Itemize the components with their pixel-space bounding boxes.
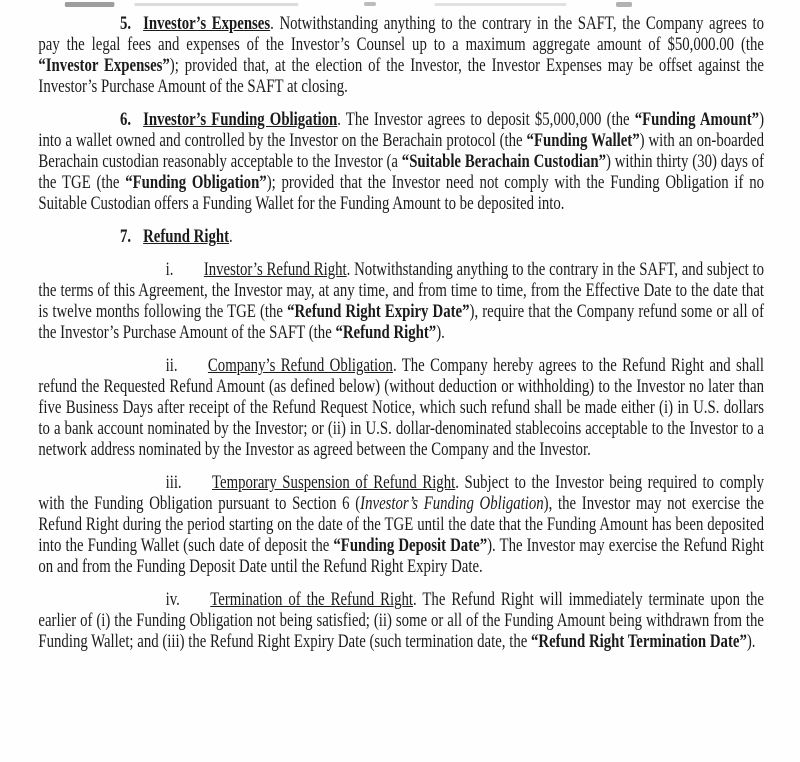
text-segment: ). The Investor may exercise the Refund Right on and from the Funding Deposit Date until the Refund Right Expiry Date. — [38, 536, 764, 577]
cut-off-text-remnant — [134, 3, 298, 6]
cut-off-text-remnant — [65, 2, 115, 7]
text-segment: . The Refund Right will immediately terminate upon the earlier of (i) the Funding Obligation not being satisfied; (ii) some or all of the Funding Amount being withdrawn from the Funding Wallet; and (iii) the Refund Right Expiry Date (such termination date, the — [38, 590, 764, 652]
text-segment: ). — [746, 632, 756, 652]
text-segment: “Funding Amount” — [634, 110, 760, 130]
text-segment: Investor’s Refund Right — [203, 260, 347, 280]
text-segment: . — [229, 227, 233, 247]
text-segment: . Notwithstanding anything to the contrary in the SAFT, the Company agrees to pay the legal fees and expenses of the Investor’s Counsel up to a maximum aggregate amount of $50,000.00 (the — [38, 14, 764, 55]
text-segment: ii. — [165, 356, 178, 376]
cut-off-text-remnant — [364, 2, 376, 6]
text-segment: ); provided that, at the election of the Investor, the Investor Expenses may be offset against the Investor’s Purchase Amount of the SAFT at closing. — [38, 56, 765, 97]
text-segment: “Funding Deposit Date” — [333, 536, 488, 556]
text-segment: Company’s Refund Obligation — [207, 356, 393, 376]
text-segment: 5. — [120, 14, 132, 34]
text-segment: Refund Right — [143, 227, 230, 247]
text-segment: Investor’s Expenses — [143, 14, 271, 34]
cut-off-text-remnant — [434, 3, 566, 6]
paragraph-clause-iii-temporary-suspension — [38, 473, 764, 578]
text-segment: ), the Investor may not exercise the Refund Right during the period starting on the date of the TGE until the date that the Funding Amount has been deposited into the Funding Wallet (such date of deposit the — [38, 494, 764, 556]
text-segment: ) within thirty (30) days of the TGE (the — [38, 152, 764, 193]
paragraph-section-6-investors-funding-obligation — [38, 110, 764, 215]
text-segment: . Subject to the Investor being required to comply with the Funding Obligation pursuant to Section 6 ( — [38, 473, 764, 514]
text-segment: ). — [436, 323, 445, 343]
text-segment: Termination of the Refund Right — [210, 590, 414, 610]
paragraph-clause-ii-companys-refund-obligation — [38, 356, 764, 461]
text-segment: “Funding Wallet” — [526, 131, 640, 151]
paragraph-section-5-investors-expenses — [38, 14, 764, 98]
text-segment: iii. — [165, 473, 182, 493]
text-segment: ); provided that the Investor need not comply with the Funding Obligation if no Suitable Custodian offers a Funding Wallet for the Funding Amount to be deposited into. — [38, 173, 764, 214]
text-segment: . The Company hereby agrees to the Refund Right and shall refund the Requested Refund Amount (as defined below) (without deduction or withholding) to the Investor no later than five Business Days after receipt of the Refund Request Notice, which such refund shall be made either (i) in U.S. dollars to a bank account nominated by the Investor; or (ii) in U.S. dollar-denominated stablecoins acceptable to the Investor to a network address nominated by the Investor as agreed between the Company and the Investor. — [38, 356, 764, 460]
paragraph-clause-i-investors-refund-right — [38, 260, 764, 344]
text-segment: “Refund Right” — [335, 323, 437, 343]
cut-off-text-remnant — [616, 2, 632, 7]
text-segment: “Investor Expenses” — [38, 56, 170, 76]
text-segment: “Suitable Berachain Custodian” — [401, 152, 606, 172]
text-segment: “Refund Right Termination Date” — [530, 632, 747, 652]
text-segment: ) into a wallet owned and controlled by the Investor on the Berachain protocol (the — [38, 110, 764, 151]
text-segment: Investor’s Funding Obligation — [143, 110, 338, 130]
text-segment: ) with an on-boarded Berachain custodian reasonably acceptable to the Investor (a — [38, 131, 764, 172]
text-segment: . The Investor agrees to deposit $5,000,000 (the — [337, 110, 635, 130]
text-segment: . Notwithstanding anything to the contrary in the SAFT, and subject to the terms of this Agreement, the Investor may, at any time, and from time to time, from the Effective Date to the date that is twelve months following the TGE (the — [38, 260, 764, 322]
paragraph-clause-iv-termination — [38, 590, 764, 653]
text-segment: “Funding Obligation” — [125, 173, 267, 193]
text-segment: Investor’s Funding Obligation — [360, 494, 544, 514]
text-segment: iv. — [165, 590, 180, 610]
text-segment: Temporary Suspension of Refund Right — [212, 473, 456, 493]
text-segment: “Refund Right Expiry Date” — [287, 302, 470, 322]
text-segment: i. — [165, 260, 174, 280]
text-segment: 6. — [120, 110, 132, 130]
heading-section-7-refund-right — [38, 227, 764, 248]
text-segment: 7. — [120, 227, 132, 247]
text-segment: ), require that the Company refund some or all of the Investor’s Purchase Amount of the SAFT (the — [38, 302, 764, 343]
